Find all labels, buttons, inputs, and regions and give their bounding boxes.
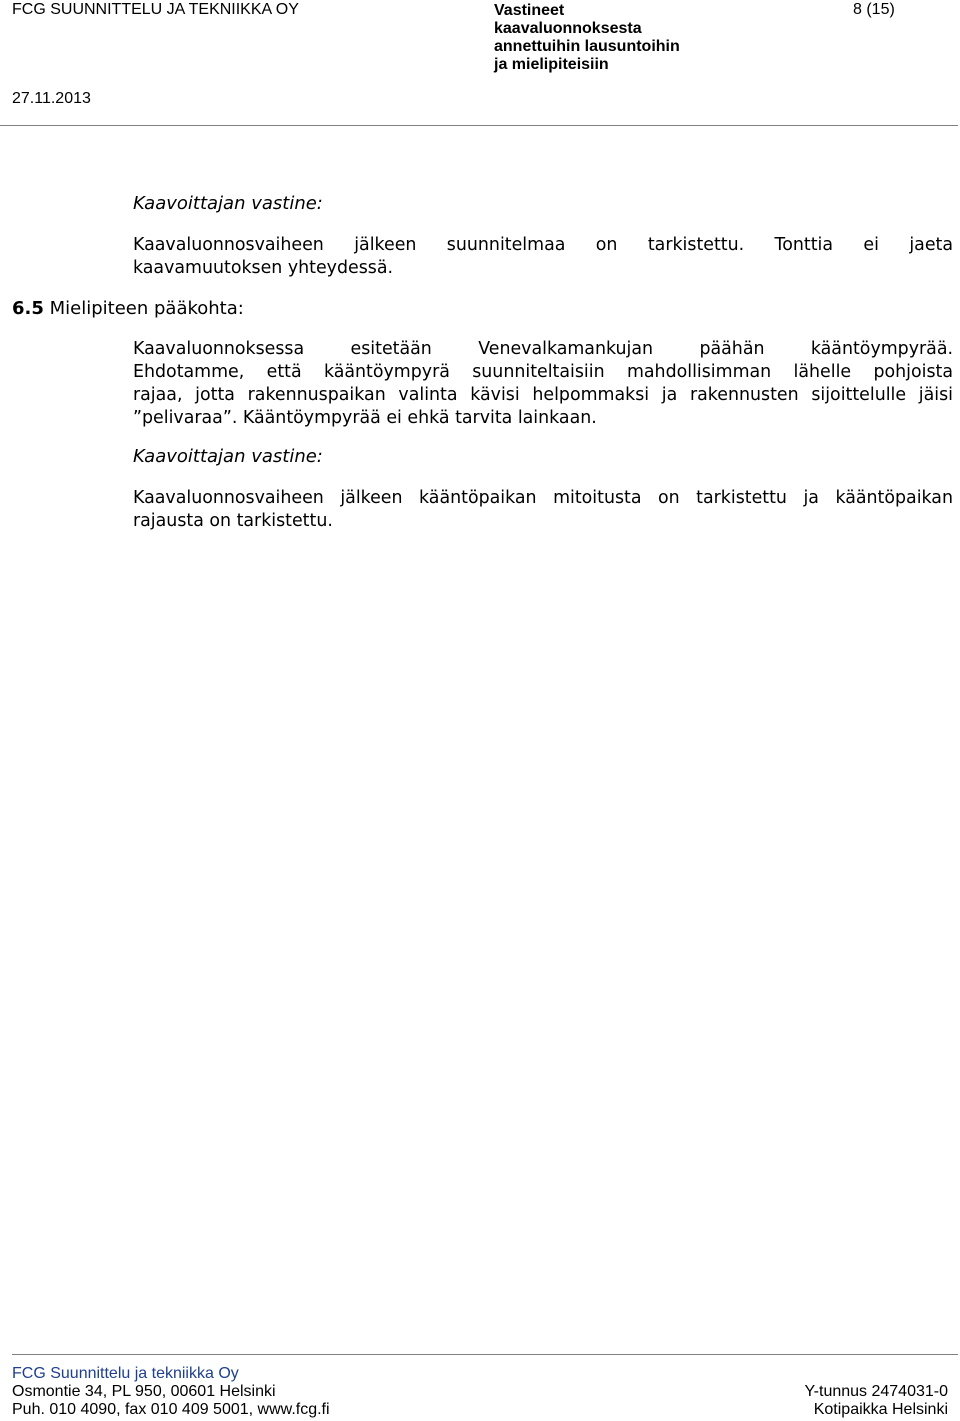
section-title: Mielipiteen pääkohta: bbox=[49, 298, 244, 319]
footer-address: Osmontie 34, PL 950, 00601 Helsinki bbox=[12, 1383, 276, 1400]
response-paragraph bbox=[133, 487, 953, 533]
section-number: 6.5 bbox=[12, 298, 44, 319]
footer-domicile: Kotipaikka Helsinki bbox=[813, 1401, 948, 1418]
document-title-line: Vastineet bbox=[494, 2, 565, 19]
document-date: 27.11.2013 bbox=[12, 90, 91, 107]
footer-contact: Puh. 010 4090, fax 010 409 5001, www.fcg.fi bbox=[12, 1401, 330, 1418]
paragraph-line: rajaa, jotta rakennuspaikan valinta kävisi helpommaksi ja rakennusten sijoittelulle jäisi bbox=[133, 385, 953, 405]
paragraph-line: rajausta on tarkistettu. bbox=[133, 511, 333, 531]
paragraph-line: ”pelivaraa”. Kääntöympyrää ei ehkä tarvita lainkaan. bbox=[133, 408, 597, 428]
paragraph-line: Kaavaluonnosvaiheen jälkeen kääntöpaikan mitoitusta on tarkistettu ja kääntöpaikan bbox=[133, 488, 953, 508]
document-title-line: ja mielipiteisiin bbox=[494, 56, 609, 73]
response-heading: Kaavoittajan vastine: bbox=[133, 193, 323, 214]
document-title bbox=[494, 2, 680, 74]
paragraph-line: Kaavaluonnoksessa esitetään Venevalkamankujan päähän kääntöympyrää. bbox=[133, 339, 953, 359]
response-paragraph bbox=[133, 234, 953, 280]
company-header: FCG SUUNNITTELU JA TEKNIIKKA OY bbox=[12, 1, 299, 18]
page-number: 8 (15) bbox=[853, 1, 895, 18]
paragraph-line: Kaavaluonnosvaiheen jälkeen suunnitelmaa on tarkistettu. Tonttia ei jaeta bbox=[133, 235, 953, 255]
footer-divider bbox=[12, 1354, 958, 1355]
paragraph-line: kaavamuutoksen yhteydessä. bbox=[133, 258, 394, 278]
footer-business-id: Y-tunnus 2474031-0 bbox=[804, 1383, 948, 1400]
document-title-line: kaavaluonnoksesta bbox=[494, 20, 642, 37]
paragraph-line: Ehdotamme, että kääntöympyrä suunniteltaisiin mahdollisimman lähelle pohjoista bbox=[133, 362, 953, 382]
section-heading bbox=[12, 298, 244, 320]
opinion-paragraph bbox=[133, 338, 953, 430]
document-title-line: annettuihin lausuntoihin bbox=[494, 38, 680, 55]
header-divider bbox=[0, 125, 958, 126]
footer-company: FCG Suunnittelu ja tekniikka Oy bbox=[12, 1365, 239, 1382]
response-heading: Kaavoittajan vastine: bbox=[133, 446, 323, 467]
